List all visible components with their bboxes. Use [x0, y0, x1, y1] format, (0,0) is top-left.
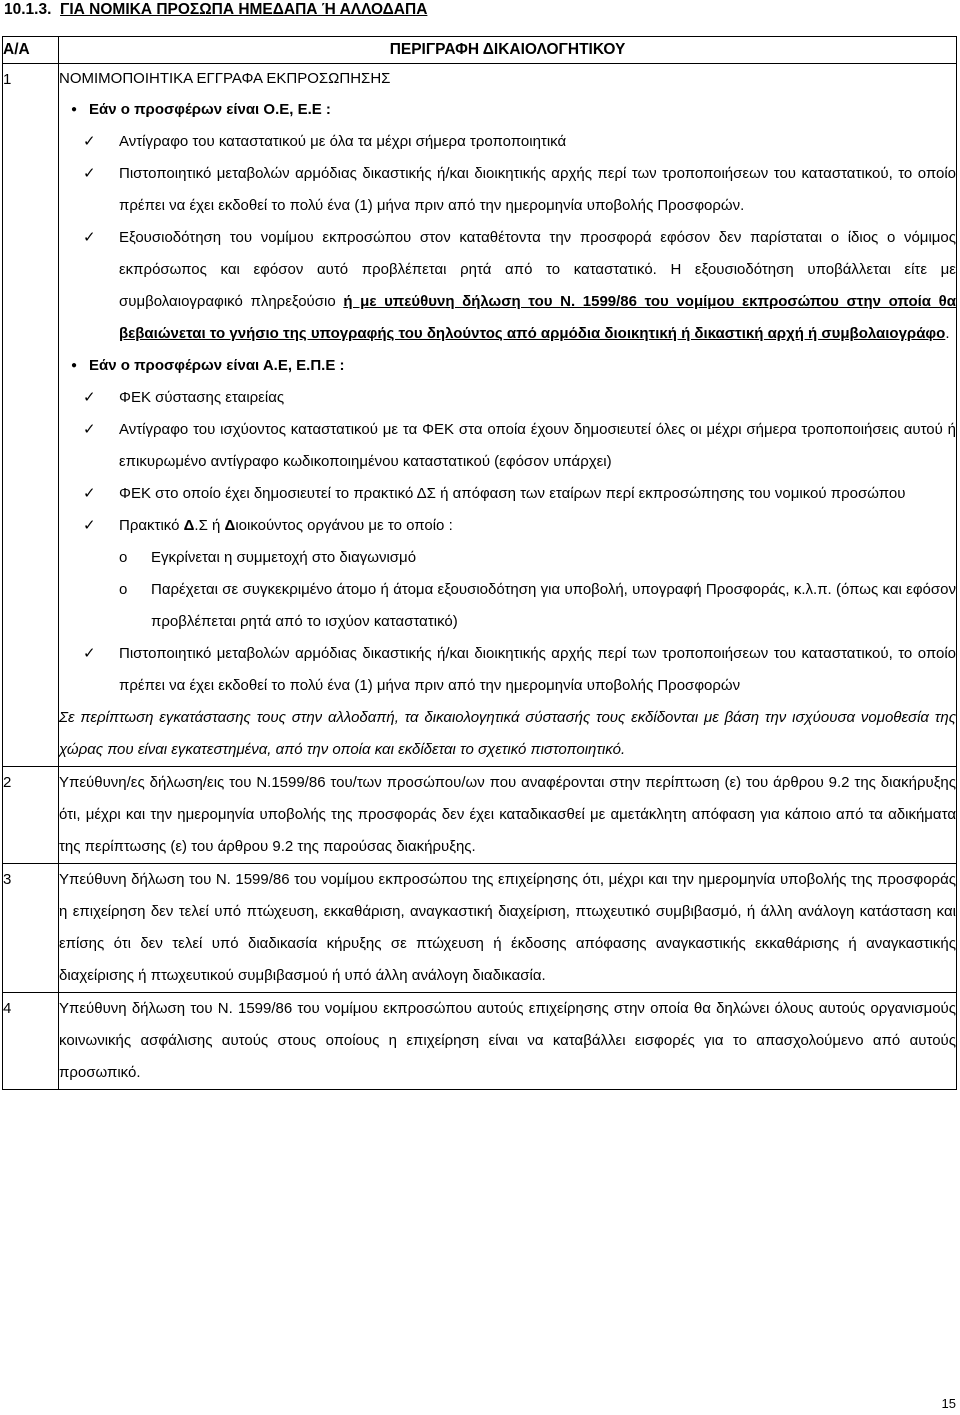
- section-heading: [4, 0, 427, 20]
- row-description: Υπεύθυνη δήλωση του Ν. 1599/86 του νομίμου εκπροσώπου της επιχείρησης ότι, μέχρι και την ημερομηνία υποβολής της προσφοράς η επιχείρηση δεν τελεί υπό πτώχευση, εκκαθάριση, αναγκαστική διαχείριση, πτωχευτικό συμβιβασμό, ή άλλη ανάλογη κατάσταση και επίσης ότι δεν τελεί υπό διαδικασία κήρυξης σε πτώχευση ή έκδοσης απόφασης αναγκαστικής εκκαθάρισης ή αναγκαστικής διαχείρισης ή πτωχευτικού συμβιβασμού ή υπό άλλη ανάλογη διαδικασία.: [59, 871, 956, 984]
- list-item: ✓ Πιστοποιητικό μεταβολών αρμόδιας δικαστικής ή/και διοικητικής αρχής περί των τροποποιήσεων του καταστατικού, το οποίο πρέπει να έχει εκδοθεί το πολύ ένα (1) μήνα πριν από την ημερομηνία υποβολής Προσφορών: [59, 638, 956, 702]
- table-header-row: [3, 37, 957, 64]
- table-row: [3, 993, 957, 1090]
- emphasis-text: ή με υπεύθυνη δήλωση του Ν. 1599/86 του νομίμου εκπροσώπου στην οποία θα βεβαιώνεται το γνήσιο της υπογραφής του δηλούντος από αρμόδια διοικητική ή δικαστική αρχή ή συμβολαιογράφο: [119, 293, 956, 342]
- row-description: Υπεύθυνη/ες δήλωση/εις του Ν.1599/86 του/των προσώπου/ων που αναφέρονται στην περίπτωση (ε) του άρθρου 9.2 της διακήρυξης ότι, μέχρι και την ημερομηνία υποβολής της προσφοράς δεν έχει καταδικασθεί με αμετάκλητη απόφαση για κάποιο από τα αδικήματα της περίπτωσης (ε) του άρθρου 9.2 της παρούσας διακήρυξης.: [59, 774, 956, 855]
- row-description: [59, 64, 957, 767]
- check-icon: ✓: [83, 389, 96, 406]
- sub-bullet-icon: o: [119, 549, 128, 566]
- section-title: ΓΙΑ ΝΟΜΙΚΑ ΠΡΟΣΩΠΑ ΗΜΕΔΑΠΑ Ή ΑΛΛΟΔΑΠΑ: [60, 1, 428, 18]
- group-label: Εάν ο προσφέρων είναι Α.Ε, Ε.Π.Ε :: [89, 357, 345, 374]
- check-icon: ✓: [83, 485, 96, 502]
- page-number: 15: [941, 1396, 956, 1411]
- list-item: [59, 350, 956, 382]
- row-title: ΝΟΜΙΜΟΠΟΙΗΤΙΚΑ ΕΓΓΡΑΦΑ ΕΚΠΡΟΣΩΠΗΣΗΣ: [59, 70, 391, 87]
- group-label: Εάν ο προσφέρων είναι Ο.Ε, Ε.Ε :: [89, 101, 331, 118]
- row-number: 3: [3, 864, 59, 993]
- check-icon: ✓: [83, 645, 96, 662]
- bullet-icon: ●: [70, 360, 78, 371]
- note-text: Σε περίπτωση εγκατάστασης τους στην αλλοδαπή, τα δικαιολογητικά σύστασής τους εκδίδονται με βάση την ισχύουσα νομοθεσία της χώρας που είναι εγκατεστημένα, από την οποία και εκδίδεται το σχετικό πιστοποιητικό.: [59, 709, 956, 758]
- row-description: Υπεύθυνη δήλωση του Ν. 1599/86 του νομίμου εκπροσώπου αυτούς επιχείρησης στην οποία θα δηλώνει όλους αυτούς οργανισμούς κοινωνικής ασφάλισης αυτούς στους οποίους η επιχείρηση είναι να καταβάλλει εισφορές για το απασχολούμενο από αυτούς προσωπικό.: [59, 1000, 956, 1081]
- table-row: [3, 864, 957, 993]
- check-icon: ✓: [83, 229, 96, 246]
- list-item: o Εγκρίνεται η συμμετοχή στο διαγωνισμό: [59, 542, 956, 574]
- list-item: o Παρέχεται σε συγκεκριμένο άτομο ή άτομα εξουσιοδότηση για υποβολή, υπογραφή Προσφοράς, κ.λ.π. (όπως και εφόσον προβλέπεται ρητά από το ισχύον καταστατικό): [59, 574, 956, 638]
- list-item: ✓ Εξουσιοδότηση του νομίμου εκπροσώπου στον καταθέτοντα την προσφορά εφόσον δεν παρίσταται ο ίδιος ο νόμιμος εκπρόσωπος και εφόσον αυτό προβλέπεται ρητά από το καταστατικό. Η εξουσιοδότηση υποβάλλεται είτε με συμβολαιογραφικό πληρεξούσιο ή με υπεύθυνη δήλωση του Ν. 1599/86 του νομίμου εκπροσώπου στην οποία θα βεβαιώνεται το γνήσιο της υπογραφής του δηλούντος από αρμόδια διοικητική ή δικαστική αρχή ή συμβολαιογράφο.: [59, 222, 956, 350]
- col-header-description: ΠΕΡΙΓΡΑΦΗ ΔΙΚΑΙΟΛΟΓΗΤΙΚΟΥ: [59, 37, 957, 64]
- list-item: ✓ Αντίγραφο του καταστατικού με όλα τα μέχρι σήμερα τροποποιητικά: [59, 126, 956, 158]
- check-icon: ✓: [83, 133, 96, 150]
- row-number: 2: [3, 767, 59, 864]
- bullet-icon: ●: [70, 104, 78, 115]
- section-number: 10.1.3.: [4, 1, 52, 18]
- list-item: [59, 94, 956, 126]
- row-number: 1: [3, 64, 59, 767]
- list-item: ✓ Πρακτικό Δ.Σ ή Διοικούντος οργάνου με το οποίο :: [59, 510, 956, 542]
- check-icon: ✓: [83, 517, 96, 534]
- documents-table: [2, 36, 957, 1090]
- list-item: ✓ ΦΕΚ στο οποίο έχει δημοσιευτεί το πρακτικό ΔΣ ή απόφαση των εταίρων περί εκπροσώπησης του νομικού προσώπου: [59, 478, 956, 510]
- check-icon: ✓: [83, 421, 96, 438]
- list-item: ✓ ΦΕΚ σύστασης εταιρείας: [59, 382, 956, 414]
- list-item: ✓ Πιστοποιητικό μεταβολών αρμόδιας δικαστικής ή/και διοικητικής αρχής περί των τροποποιήσεων του καταστατικού, το οποίο πρέπει να έχει εκδοθεί το πολύ ένα (1) μήνα πριν από την ημερομηνία υποβολής Προσφορών.: [59, 158, 956, 222]
- check-icon: ✓: [83, 165, 96, 182]
- row-number: 4: [3, 993, 59, 1090]
- sub-bullet-icon: o: [119, 581, 128, 598]
- table-row: [3, 767, 957, 864]
- col-header-aa: Α/Α: [3, 37, 59, 64]
- table-row: [3, 64, 957, 767]
- list-item: ✓ Αντίγραφο του ισχύοντος καταστατικού με τα ΦΕΚ στα οποία έχουν δημοσιευτεί όλες οι μέχρι σήμερα τροποποιήσεις αυτού ή επικυρωμένο αντίγραφο κωδικοποιημένου καταστατικού (εφόσον υπάρχει): [59, 414, 956, 478]
